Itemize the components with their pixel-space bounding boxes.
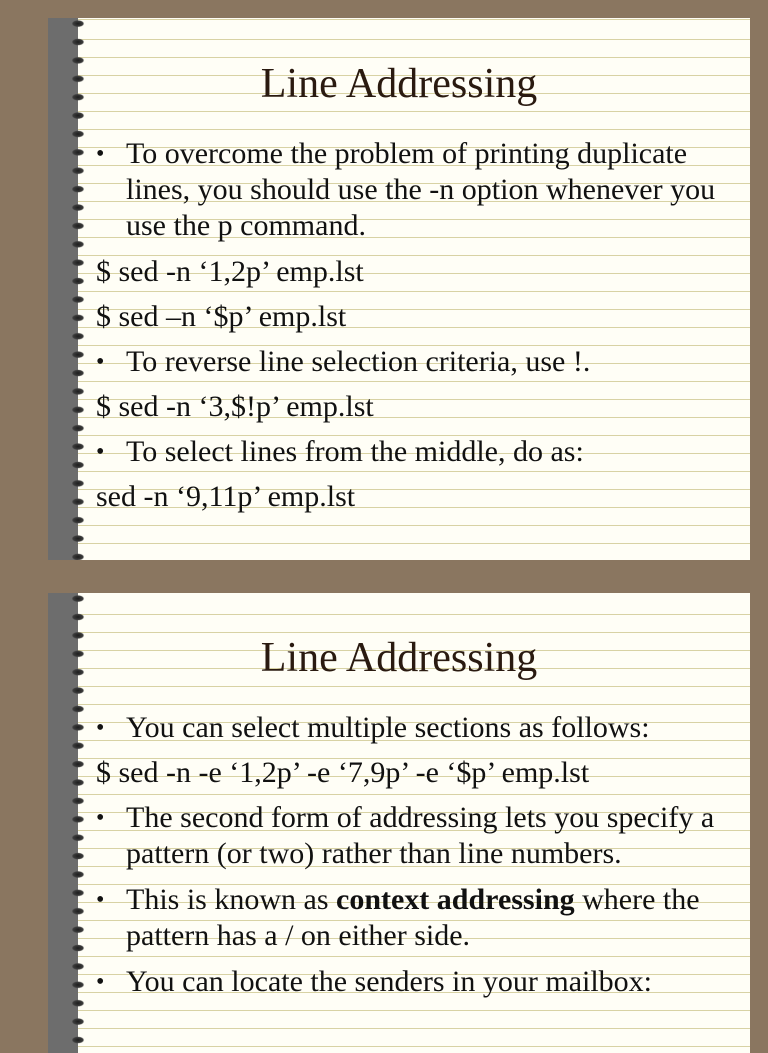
code-line: $ sed -n ‘3,$!p’ emp.lst [96,390,374,423]
text-run: where the pattern has a / on either side. [126,883,700,952]
slide-1 [48,18,750,560]
slide-title: Line Addressing [260,61,538,107]
code-line: sed -n ‘9,11p’ emp.lst [96,480,356,513]
bullet-item: • The second form of addressing lets you specify a pattern (or two) rather than line numbers. [96,800,736,872]
bold-term: context addressing [336,883,575,916]
bullet-item: • To select lines from the middle, do as: [96,434,736,470]
bullet-item: • You can select multiple sections as follows: [96,710,736,746]
bullet-item: • To reverse line selection criteria, use !. [96,344,736,380]
slide-body [96,710,736,1009]
slide-title: Line Addressing [260,635,538,681]
code-line: $ sed –n ‘$p’ emp.lst [96,300,347,333]
code-line: $ sed -n -e ‘1,2p’ -e ‘7,9p’ -e ‘$p’ emp.lst [96,756,590,789]
text-run: This is known as [126,883,336,916]
bullet-item [96,882,736,954]
code-line: $ sed -n ‘1,2p’ emp.lst [96,255,364,288]
bullet-item: • To overcome the problem of printing duplicate lines, you should use the -n option whenever you use the p command. [96,136,736,244]
slide-body [96,136,736,524]
bullet-item: • You can locate the senders in your mailbox: [96,964,736,1000]
slide-2 [48,593,750,1053]
